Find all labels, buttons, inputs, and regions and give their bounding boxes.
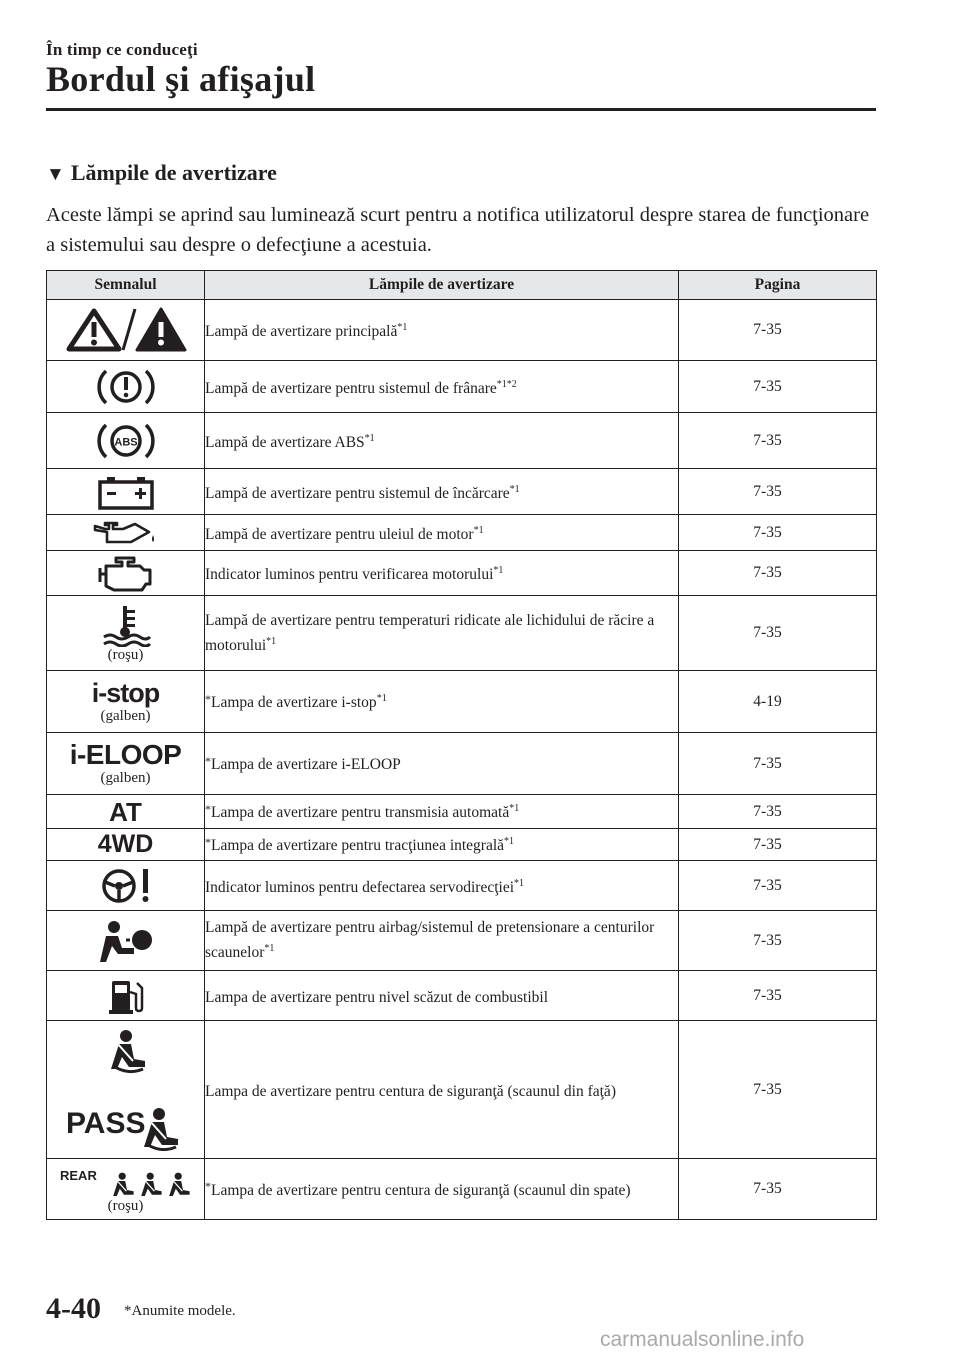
- master-warning-icon: [64, 305, 188, 355]
- lamp-label: Lampă de avertizare principală: [205, 323, 398, 341]
- battery-warning-icon: [96, 473, 156, 511]
- page-ref: 7-35: [753, 523, 782, 541]
- table-row: [47, 361, 877, 413]
- page-ref: 7-35: [753, 835, 782, 853]
- table-row: [47, 671, 877, 733]
- page-ref: 7-35: [753, 754, 782, 772]
- abs-warning-icon: [96, 419, 156, 463]
- table-row: [47, 861, 877, 911]
- page-ref: 7-35: [753, 1080, 782, 1098]
- footnote-ref: *1: [509, 483, 520, 495]
- table-row: [47, 515, 877, 551]
- color-note: (galben): [100, 770, 151, 786]
- color-note: (roşu): [107, 1197, 144, 1214]
- page-ref: 7-35: [753, 1180, 782, 1197]
- column-header-page: Pagina: [679, 271, 877, 300]
- table-row: [47, 1159, 877, 1220]
- page-ref: 7-35: [753, 482, 782, 500]
- page-ref: 7-35: [753, 624, 782, 641]
- triangle-marker-icon: ▼: [46, 164, 65, 185]
- page-ref: 7-35: [753, 802, 782, 820]
- section-heading: [46, 160, 277, 186]
- column-header-lamps: Lămpile de avertizare: [205, 271, 679, 300]
- page-ref: 7-35: [753, 931, 782, 949]
- page-ref: 7-35: [753, 986, 782, 1004]
- lamp-label: Lampa de avertizare i-ELOOP: [211, 756, 401, 774]
- footnote-ref: *1: [376, 693, 387, 705]
- table-row: [47, 413, 877, 469]
- lamp-label: Lampă de avertizare pentru sistemul de încărcare: [205, 485, 510, 503]
- asterisk-marker: *: [205, 801, 211, 816]
- page-ref: 7-35: [753, 377, 782, 395]
- warning-lamps-table: [46, 270, 877, 1220]
- page-ref: 7-35: [753, 431, 782, 449]
- lamp-label: Lampă de avertizare pentru temperaturi ridicate ale lichidului de răcire a motorului: [205, 611, 655, 655]
- section-heading-text: Lămpile de avertizare: [70, 160, 277, 185]
- asterisk-marker: *: [205, 691, 211, 706]
- lamp-label: Indicator luminos pentru verificarea motorului: [205, 566, 494, 584]
- footnote-ref: *1: [504, 836, 515, 848]
- column-header-signal: Semnalul: [47, 271, 205, 300]
- oil-can-icon: [91, 518, 161, 548]
- footnote-ref: *1: [266, 635, 277, 647]
- 4wd-icon: 4WD: [97, 830, 154, 858]
- lamp-label: Lampa de avertizare pentru nivel scăzut de combustibil: [205, 989, 549, 1007]
- at-icon: AT: [109, 796, 142, 827]
- table-header-row: [47, 271, 877, 300]
- seat-belt-front-icon: [64, 1029, 188, 1151]
- rear-label: REAR: [59, 1167, 97, 1183]
- page-ref: 7-35: [753, 321, 782, 338]
- lamp-label: Lampa de avertizare pentru centura de siguranţă (scaunul din faţă): [205, 1083, 616, 1101]
- watermark: carmanualsonline.info: [600, 1328, 805, 1351]
- color-note: (galben): [100, 708, 151, 724]
- footnote-ref: *1*2: [496, 378, 517, 390]
- asterisk-marker: *: [205, 834, 211, 849]
- lamp-label: Lampa de avertizare pentru centura de siguranţă (scaunul din spate): [211, 1182, 631, 1200]
- lamp-label: Lampa de avertizare pentru tracţiunea integrală: [211, 837, 505, 855]
- footnote-ref: *1: [364, 432, 375, 444]
- coolant-temperature-icon: [98, 603, 154, 647]
- breadcrumb: În timp ce conduceţi: [46, 40, 198, 59]
- footnote-ref: *1: [397, 322, 408, 334]
- table-row: [47, 1021, 877, 1159]
- abs-icon-text: ABS: [113, 436, 138, 448]
- table-row: [47, 596, 877, 671]
- lamp-label: Lampa de avertizare pentru transmisia automată: [211, 804, 510, 822]
- intro-paragraph: Aceste lămpi se aprind sau luminează scurt pentru a notifica utilizatorul despre starea de funcţionare a sistemului sau despre o defecţiune a acestuia.: [46, 204, 870, 256]
- page-ref: 7-35: [753, 876, 782, 894]
- footnote-ref: *1: [264, 943, 275, 955]
- power-steering-icon: [93, 866, 159, 906]
- color-note: (roşu): [107, 646, 144, 663]
- lamp-label: Lampă de avertizare pentru airbag/sistemul de pretensionare a centurilor scaunelor: [205, 919, 655, 962]
- asterisk-marker: *: [205, 1179, 211, 1194]
- table-row: [47, 971, 877, 1021]
- footer-note: *Anumite modele.: [124, 1303, 236, 1319]
- check-engine-icon: [94, 554, 158, 592]
- seat-belt-rear-icon: [56, 1164, 196, 1198]
- page-ref: 4-19: [753, 692, 782, 710]
- i-eloop-icon: i-ELOOP: [69, 739, 182, 770]
- lamp-label: Lampă de avertizare ABS: [205, 434, 365, 452]
- brake-warning-icon: [96, 365, 156, 409]
- table-row: [47, 300, 877, 361]
- lamp-label: Indicator luminos pentru defectarea servodirecţiei: [205, 879, 515, 897]
- table-row: [47, 733, 877, 795]
- footnote-ref: *1: [509, 803, 520, 815]
- footnote-ref: *1: [473, 524, 484, 536]
- table-row: [47, 551, 877, 596]
- table-row: [47, 829, 877, 861]
- title-divider: [46, 108, 876, 111]
- table-row: [47, 469, 877, 515]
- lamp-label: Lampă de avertizare pentru uleiul de motor: [205, 526, 474, 544]
- pass-label: PASS: [65, 1106, 145, 1140]
- asterisk-marker: *: [205, 753, 211, 768]
- page-ref: 7-35: [753, 564, 782, 581]
- airbag-icon: [96, 918, 156, 964]
- i-stop-icon: i-stop: [91, 678, 160, 708]
- table-row: [47, 911, 877, 971]
- footnote-ref: *1: [493, 565, 504, 577]
- fuel-pump-icon: [106, 976, 146, 1016]
- page-title: Bordul şi afişajul: [46, 59, 316, 99]
- lamp-label: Lampă de avertizare pentru sistemul de frânare: [205, 380, 497, 398]
- footnote-ref: *1: [514, 877, 525, 889]
- table-row: [47, 795, 877, 829]
- page-number: 4-40: [46, 1292, 101, 1325]
- lamp-label: Lampa de avertizare i-stop: [211, 694, 377, 712]
